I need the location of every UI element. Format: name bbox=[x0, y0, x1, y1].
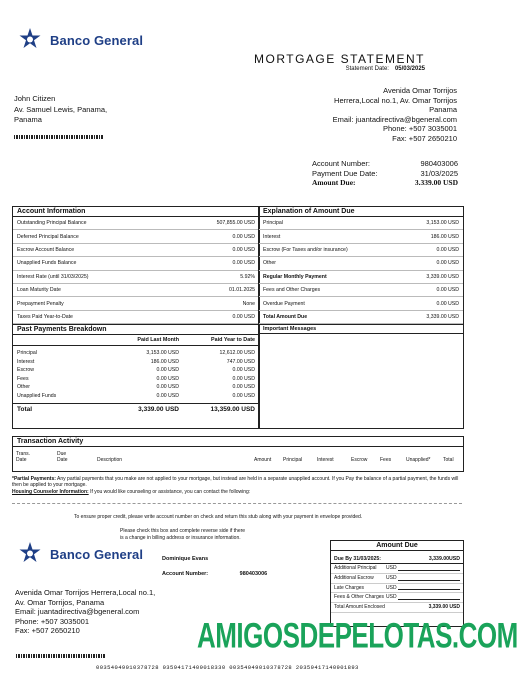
postal-barcode bbox=[14, 135, 104, 139]
table-row: Overdue Payment 0.00 USD bbox=[259, 297, 463, 310]
micr-line: 00354049010378728 03594171409018330 00354049010378728 20359417140901893 bbox=[96, 664, 359, 671]
table-row: Outstanding Principal Balance 507,855.00 USD bbox=[13, 217, 259, 230]
payer-name: Dominique Evans bbox=[162, 556, 209, 562]
list-item: Escrow 0.00 USD 0.00 USD bbox=[17, 367, 255, 374]
table-row: Prepayment Penalty None bbox=[13, 297, 259, 310]
explanation-title: Explanation of Amount Due bbox=[259, 207, 463, 217]
account-information-box bbox=[12, 206, 260, 324]
explanation-table bbox=[259, 217, 463, 324]
table-row: Interest Rate (until 31/03/2025) 5.92% bbox=[13, 270, 259, 283]
transaction-activity-title: Transaction Activity bbox=[13, 437, 463, 447]
list-item: Principal 3,153.00 USD 12,612.00 USD bbox=[17, 350, 255, 356]
coupon-bank-logo: Banco General bbox=[16, 541, 176, 567]
account-information-table bbox=[13, 217, 259, 324]
customer-address: John Citizen Av. Samuel Lewis, Panama, Panama bbox=[14, 94, 108, 124]
due-by-row: Due By 31/03/2025: 3,339.00USD bbox=[331, 551, 463, 564]
coupon-bank-address: Avenida Omar Torrijos Herrera,Local no.1, Av. Omar Torrijos, Panama Email: juantadirectiva@bgeneral.com Phone: +507 3035001 Fax: +507 2650210 bbox=[15, 588, 156, 635]
address-change-note: Please check this box and complete reverse side if there is a change in billing address or insurance information. bbox=[120, 528, 246, 541]
col-paid-year-to-date: Paid Year to Date bbox=[211, 337, 255, 343]
past-payments-box bbox=[12, 324, 260, 429]
coupon-line[interactable]: Late Charges USD bbox=[331, 584, 463, 594]
coupon-postal-barcode bbox=[16, 654, 106, 658]
list-item: Other 0.00 USD 0.00 USD bbox=[17, 384, 255, 391]
table-row: Regular Monthly Payment 3,339.00 USD bbox=[259, 270, 463, 283]
coupon-instruction: To ensure proper credit, please write account number on check and return this stub along with your payment in envelope provided. bbox=[74, 514, 363, 520]
list-item: Fees 0.00 USD 0.00 USD bbox=[17, 375, 255, 382]
statement-date: Statement Date: 05/03/2025 bbox=[345, 66, 425, 72]
explanation-box bbox=[258, 206, 464, 324]
table-row: Interest 186.00 USD bbox=[259, 230, 463, 243]
coupon-line[interactable]: Additional Escrow USD bbox=[331, 574, 463, 584]
past-payments-total: Total 3,339.00 USD 13,359.00 USD bbox=[13, 403, 259, 415]
past-payments-title: Past Payments Breakdown bbox=[13, 325, 259, 335]
important-messages-box bbox=[258, 324, 464, 429]
list-item: Unapplied Funds 0.00 USD 0.00 USD bbox=[17, 392, 255, 399]
table-row: Other 0.00 USD bbox=[259, 257, 463, 270]
bank-name: Banco General bbox=[50, 32, 144, 48]
coupon-line[interactable]: Total Amount Enclosed 3,339.00 USD bbox=[331, 603, 463, 613]
transaction-columns: Trans. Date Due Date Description Amount Principal Interest Escrow Fees Unapplied* Total bbox=[16, 451, 454, 463]
table-row: Fees and Other Charges 0.00 USD bbox=[259, 283, 463, 296]
table-row: Total Amount Due 3,339.00 USD bbox=[259, 310, 463, 323]
notes: *Partial Payments: Any partial payments that you make are not applied to your mortgage, but instead are held in a separate unapplied account. If you Pay the balance of a partial payment, the funds will then be applied to your mortgage. Housing Counselor Information: If you would like counseling or assistance, you can contact the following: bbox=[12, 476, 459, 495]
payment-summary: Account Number: 980403006 Payment Due Date: 31/03/2025 Amount Due: 3.339.00 USD bbox=[312, 159, 458, 187]
table-row: Escrow (For Taxes and/or insurance) 0.00 USD bbox=[259, 243, 463, 256]
tear-line bbox=[12, 503, 462, 504]
star-logo-icon bbox=[16, 27, 44, 53]
list-item: Interest 186.00 USD 747.00 USD bbox=[17, 358, 255, 365]
table-row: Taxes Paid Year-to-Date 0.00 USD bbox=[13, 310, 259, 323]
coupon-amount-due-box bbox=[330, 540, 464, 627]
table-row: Principal 3,153.00 USD bbox=[259, 217, 463, 230]
col-paid-last-month: Paid Last Month bbox=[137, 337, 179, 343]
table-row: Escrow Account Balance 0.00 USD bbox=[13, 243, 259, 256]
table-row: Loan Maturity Date 01.01.2025 bbox=[13, 283, 259, 296]
coupon-line[interactable]: Additional Principal USD bbox=[331, 564, 463, 574]
watermark: AMIGOSDEPELOTAS.COM bbox=[197, 615, 518, 656]
table-row: Unapplied Funds Balance 0.00 USD bbox=[13, 257, 259, 270]
account-information-title: Account Information bbox=[13, 207, 259, 217]
transaction-activity-box bbox=[12, 436, 464, 472]
bank-address: Avenida Omar Torrijos Herrera,Local no.1, Av. Omar Torrijos Panama Email: juantadirectiva@bgeneral.com Phone: +507 3035001 Fax: +507 2650210 bbox=[332, 86, 457, 143]
coupon-account-number: Account Number: 980403006 bbox=[162, 571, 268, 577]
important-messages-title: Important Messages bbox=[259, 325, 463, 334]
coupon-line[interactable]: Fees & Other Charges USD bbox=[331, 593, 463, 603]
coupon-payment-lines bbox=[331, 564, 463, 613]
coupon-amount-due-title: Amount Due bbox=[331, 541, 463, 551]
document-title: MORTGAGE STATEMENT bbox=[253, 52, 425, 66]
past-payments-rows bbox=[13, 346, 259, 401]
table-row: Deferred Principal Balance 0.00 USD bbox=[13, 230, 259, 243]
star-logo-icon bbox=[16, 541, 44, 567]
bank-logo bbox=[16, 27, 176, 53]
